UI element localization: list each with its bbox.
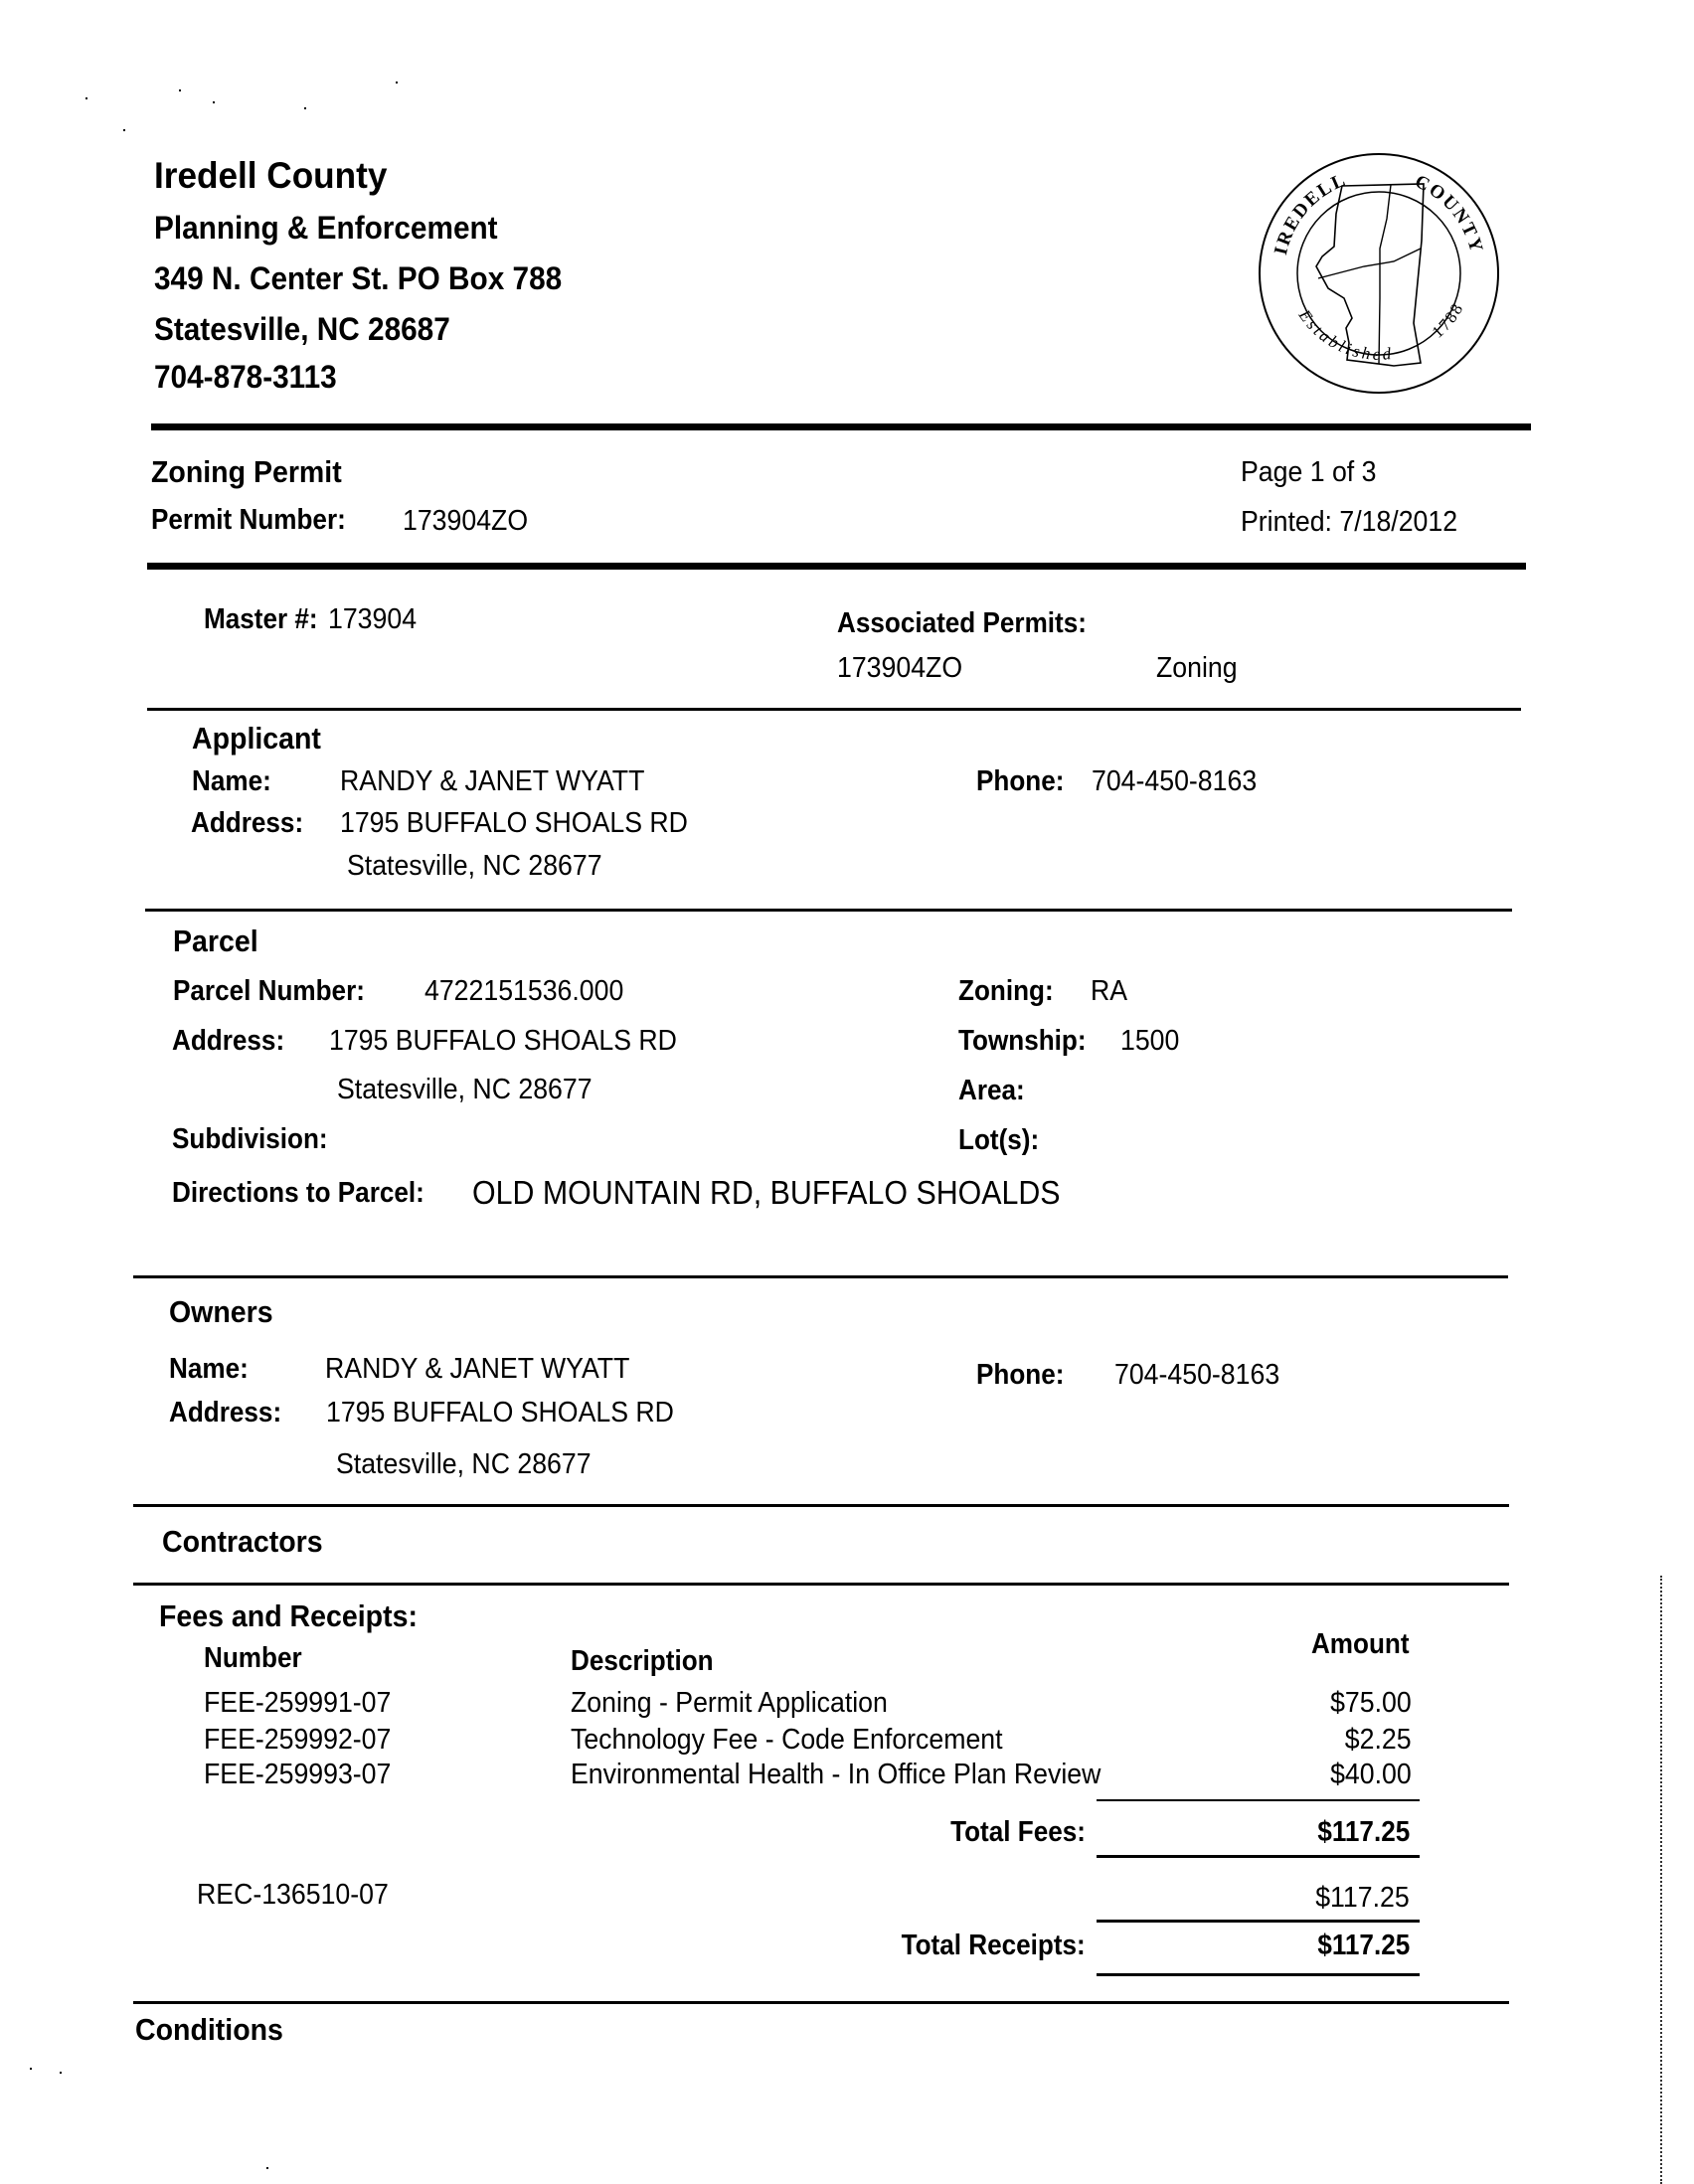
owner-phone-label: Phone: <box>976 1359 1065 1391</box>
applicant-address-line1: 1795 BUFFALO SHOALS RD <box>340 807 688 839</box>
owner-address-line1: 1795 BUFFALO SHOALS RD <box>326 1397 674 1428</box>
applicant-address-label: Address: <box>191 807 304 839</box>
city-address: Statesville, NC 28687 <box>154 311 450 347</box>
conditions-heading: Conditions <box>135 2012 283 2047</box>
area-label: Area: <box>958 1075 1025 1106</box>
county-name: Iredell County <box>154 155 388 196</box>
fee-amount: $2.25 <box>1345 1724 1412 1756</box>
applicant-phone: 704-450-8163 <box>1092 765 1258 797</box>
parcel-number-label: Parcel Number: <box>173 975 365 1007</box>
fee-amount: $40.00 <box>1330 1759 1412 1790</box>
owner-address-line2: Statesville, NC 28677 <box>336 1448 592 1480</box>
scan-speck <box>85 97 87 99</box>
permit-divider <box>147 563 1526 570</box>
seal-year-text: 1788 <box>1428 298 1468 342</box>
applicant-phone-label: Phone: <box>976 765 1065 797</box>
owner-phone: 704-450-8163 <box>1114 1359 1280 1391</box>
parcel-heading: Parcel <box>173 924 258 958</box>
master-divider <box>147 708 1521 711</box>
parcel-number: 4722151536.000 <box>424 975 624 1007</box>
scan-speck <box>304 107 306 109</box>
township-label: Township: <box>958 1025 1087 1057</box>
fee-amount: $75.00 <box>1330 1687 1412 1719</box>
seal-bottom-text: Established <box>1294 305 1395 364</box>
owners-divider <box>133 1504 1509 1507</box>
receipt-amount: $117.25 <box>1315 1882 1410 1914</box>
associated-permits-label: Associated Permits: <box>837 607 1087 639</box>
scan-speck <box>60 2072 62 2074</box>
total-fees-rule <box>1097 1855 1420 1858</box>
total-fees-label: Total Fees: <box>950 1816 1086 1848</box>
scan-speck <box>30 2068 32 2070</box>
seal-right-text: COUNTY <box>1411 171 1487 256</box>
owner-name: RANDY & JANET WYATT <box>325 1353 630 1385</box>
parcel-address-line2: Statesville, NC 28677 <box>337 1074 593 1105</box>
subdivision-label: Subdivision: <box>172 1123 328 1155</box>
scan-speck <box>213 101 215 103</box>
permit-number: 173904ZO <box>403 505 529 537</box>
contractors-divider <box>133 1583 1509 1586</box>
contractors-heading: Contractors <box>162 1524 323 1559</box>
fees-divider <box>133 2001 1509 2004</box>
directions-value: OLD MOUNTAIN RD, BUFFALO SHOALDS <box>472 1174 1061 1211</box>
scan-edge-artifact <box>1660 1576 1662 2184</box>
total-receipts-rule <box>1097 1973 1420 1976</box>
applicant-name-label: Name: <box>192 765 271 797</box>
fees-heading: Fees and Receipts: <box>159 1598 418 1633</box>
subtotal-rule <box>1097 1799 1420 1801</box>
applicant-name: RANDY & JANET WYATT <box>340 765 645 797</box>
seal-top-text: IREDELL <box>1270 169 1350 257</box>
department-name: Planning & Enforcement <box>154 210 498 246</box>
printed-date: Printed: 7/18/2012 <box>1241 506 1458 538</box>
owner-name-label: Name: <box>169 1353 249 1385</box>
scan-speck <box>123 129 125 131</box>
scan-speck <box>396 82 398 84</box>
zoning-label: Zoning: <box>958 975 1054 1007</box>
zoning-value: RA <box>1091 975 1128 1007</box>
fees-col-amount: Amount <box>1311 1628 1410 1660</box>
master-label: Master #: <box>204 603 318 635</box>
permit-number-label: Permit Number: <box>151 504 346 536</box>
page-indicator: Page 1 of 3 <box>1241 456 1377 488</box>
applicant-address-line2: Statesville, NC 28677 <box>347 850 602 882</box>
fee-number: FEE-259991-07 <box>204 1687 392 1719</box>
svg-text:1788 <box>1429 299 1467 342</box>
total-receipts-label: Total Receipts: <box>901 1930 1086 1961</box>
receipts-rule <box>1097 1920 1420 1923</box>
fee-description: Technology Fee - Code Enforcement <box>571 1724 1003 1756</box>
receipt-number: REC-136510-07 <box>197 1879 389 1911</box>
lots-label: Lot(s): <box>958 1124 1040 1156</box>
total-receipts-value: $117.25 <box>1317 1930 1410 1961</box>
associated-permit-type: Zoning <box>1156 652 1238 684</box>
owners-heading: Owners <box>169 1294 273 1329</box>
applicant-heading: Applicant <box>192 721 321 756</box>
permit-title: Zoning Permit <box>151 454 342 489</box>
office-phone: 704-878-3113 <box>154 359 337 395</box>
header-divider <box>151 423 1531 430</box>
county-seal-icon <box>1255 149 1503 398</box>
street-address: 349 N. Center St. PO Box 788 <box>154 260 563 296</box>
applicant-divider <box>145 909 1512 912</box>
fees-col-description: Description <box>571 1645 714 1677</box>
directions-label: Directions to Parcel: <box>172 1177 424 1209</box>
parcel-address-label: Address: <box>172 1025 285 1057</box>
parcel-address-line1: 1795 BUFFALO SHOALS RD <box>329 1025 677 1057</box>
master-number: 173904 <box>328 603 418 635</box>
fee-description: Zoning - Permit Application <box>571 1687 888 1719</box>
associated-permit-number: 173904ZO <box>837 652 963 684</box>
scan-speck <box>266 2167 268 2169</box>
fee-number: FEE-259992-07 <box>204 1724 392 1756</box>
owner-address-label: Address: <box>169 1397 282 1428</box>
fee-description: Environmental Health - In Office Plan Review <box>571 1759 1101 1790</box>
scan-speck <box>179 89 181 91</box>
svg-text:IREDELL <box>1270 169 1350 256</box>
fees-col-number: Number <box>204 1642 302 1674</box>
township-value: 1500 <box>1120 1025 1180 1057</box>
fee-number: FEE-259993-07 <box>204 1759 392 1790</box>
parcel-divider <box>133 1275 1508 1278</box>
total-fees-value: $117.25 <box>1317 1816 1410 1848</box>
